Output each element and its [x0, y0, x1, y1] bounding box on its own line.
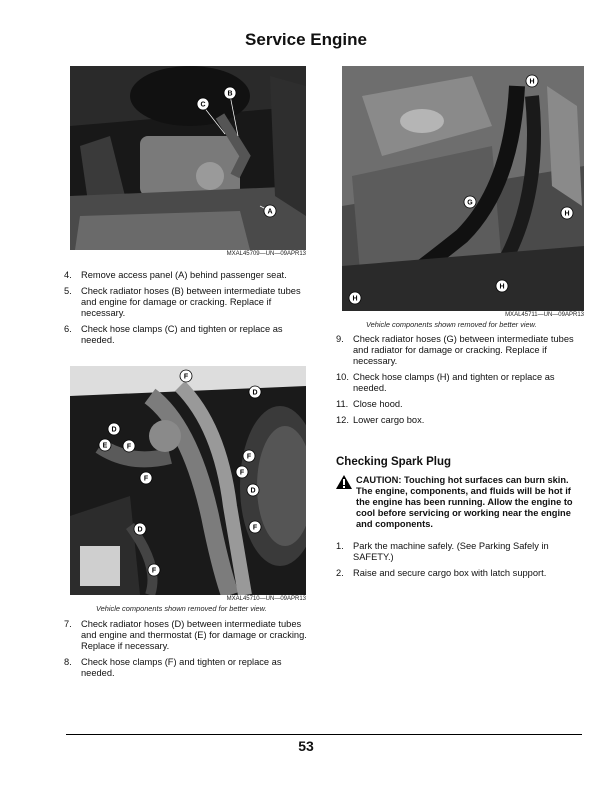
callout-h: [561, 207, 573, 219]
callout-f: [236, 466, 248, 478]
callout-f: [123, 440, 135, 452]
callout-h: [496, 280, 508, 292]
callout-d: [108, 423, 120, 435]
callout-a: [260, 205, 276, 217]
callout-f: [140, 472, 152, 484]
step-item: 8. Check hose clamps (F) and tighten or replace as needed.: [64, 657, 282, 678]
step-item: 12. Lower cargo box.: [336, 415, 425, 425]
figure3-id: MXAL45710—UN—09APR13: [226, 596, 306, 602]
step-item: 5. Check radiator hoses (B) between intermediate tubes and engine for damage or cracking. Replace if necessary.: [64, 286, 301, 318]
callout-f: [243, 450, 255, 462]
svg-text:H: H: [499, 283, 505, 291]
callout-c: [197, 98, 225, 134]
svg-text:D: D: [250, 487, 256, 495]
svg-text:C: C: [200, 101, 206, 109]
svg-text:F: F: [143, 475, 149, 483]
svg-text:G: G: [467, 199, 473, 207]
steps-left-b: [64, 619, 308, 684]
svg-text:F: F: [239, 469, 245, 477]
steps-right-b: [336, 541, 586, 584]
figure-thermostat-hoses-photo: [70, 366, 306, 595]
svg-text:F: F: [151, 567, 157, 575]
svg-text:D: D: [137, 526, 143, 534]
svg-text:D: D: [111, 426, 117, 434]
figure2-id: MXAL45711—UN—09APR13: [505, 312, 584, 318]
svg-text:H: H: [529, 78, 535, 86]
callout-b: [224, 87, 238, 136]
svg-text:H: H: [352, 295, 358, 303]
figure3-note: Vehicle components shown removed for better view.: [96, 604, 267, 613]
callout-h: [349, 292, 361, 304]
svg-text:E: E: [102, 442, 108, 450]
step-item: 7. Check radiator hoses (D) between intermediate tubes and engine and thermostat (E) for damage or cracking. Replace if necessary.: [64, 619, 307, 651]
steps-right-a: [336, 334, 586, 431]
callout-d: [134, 523, 146, 535]
figure2-note: Vehicle components shown removed for better view.: [366, 320, 537, 329]
svg-text:H: H: [564, 210, 570, 218]
footer-rule: [66, 734, 582, 735]
figure-access-panel-photo: [70, 66, 306, 250]
steps-left-a: [64, 270, 308, 351]
svg-text:B: B: [227, 90, 233, 98]
callout-f: [249, 521, 261, 533]
step-item: 10. Check hose clamps (H) and tighten or replace as needed.: [336, 372, 555, 393]
step-item: 2. Raise and secure cargo box with latch support.: [336, 568, 547, 578]
callout-e: [99, 439, 111, 451]
svg-text:A: A: [267, 208, 273, 216]
figure-radiator-hoses-photo: [342, 66, 584, 311]
callout-d: [249, 386, 261, 398]
step-item: 4. Remove access panel (A) behind passenger seat.: [64, 270, 287, 280]
callout-f: [148, 564, 160, 576]
svg-text:F: F: [126, 443, 132, 451]
caution-block: [336, 475, 584, 530]
step-item: 11. Close hood.: [336, 399, 403, 409]
step-item: 1. Park the machine safely. (See Parking Safely in SAFETY.): [336, 541, 549, 562]
svg-text:F: F: [252, 524, 258, 532]
section-title: Checking Spark Plug: [336, 456, 452, 468]
step-item: 9. Check radiator hoses (G) between intermediate tubes and radiator for damage or cracking. Replace if necessary.: [336, 334, 574, 366]
page-number: 53: [298, 738, 314, 754]
svg-text:F: F: [183, 373, 189, 381]
step-item: 6. Check hose clamps (C) and tighten or replace as needed.: [64, 324, 283, 345]
svg-text:D: D: [252, 389, 258, 397]
callout-h: [526, 75, 538, 87]
warning-triangle-icon: [336, 475, 356, 530]
callout-g: [464, 196, 476, 208]
callout-d: [247, 484, 259, 496]
callout-f: [180, 370, 192, 382]
svg-text:F: F: [246, 453, 252, 461]
caution-text: CAUTION: Touching hot surfaces can burn skin. The engine, components, and fluids will be hot if the engine has been running. Allow the engine to cool before servicing or working near the engine and components.: [356, 475, 573, 529]
figure1-id: MXAL45709—UN—09APR13: [226, 251, 306, 257]
page-title: Service Engine: [245, 30, 367, 49]
